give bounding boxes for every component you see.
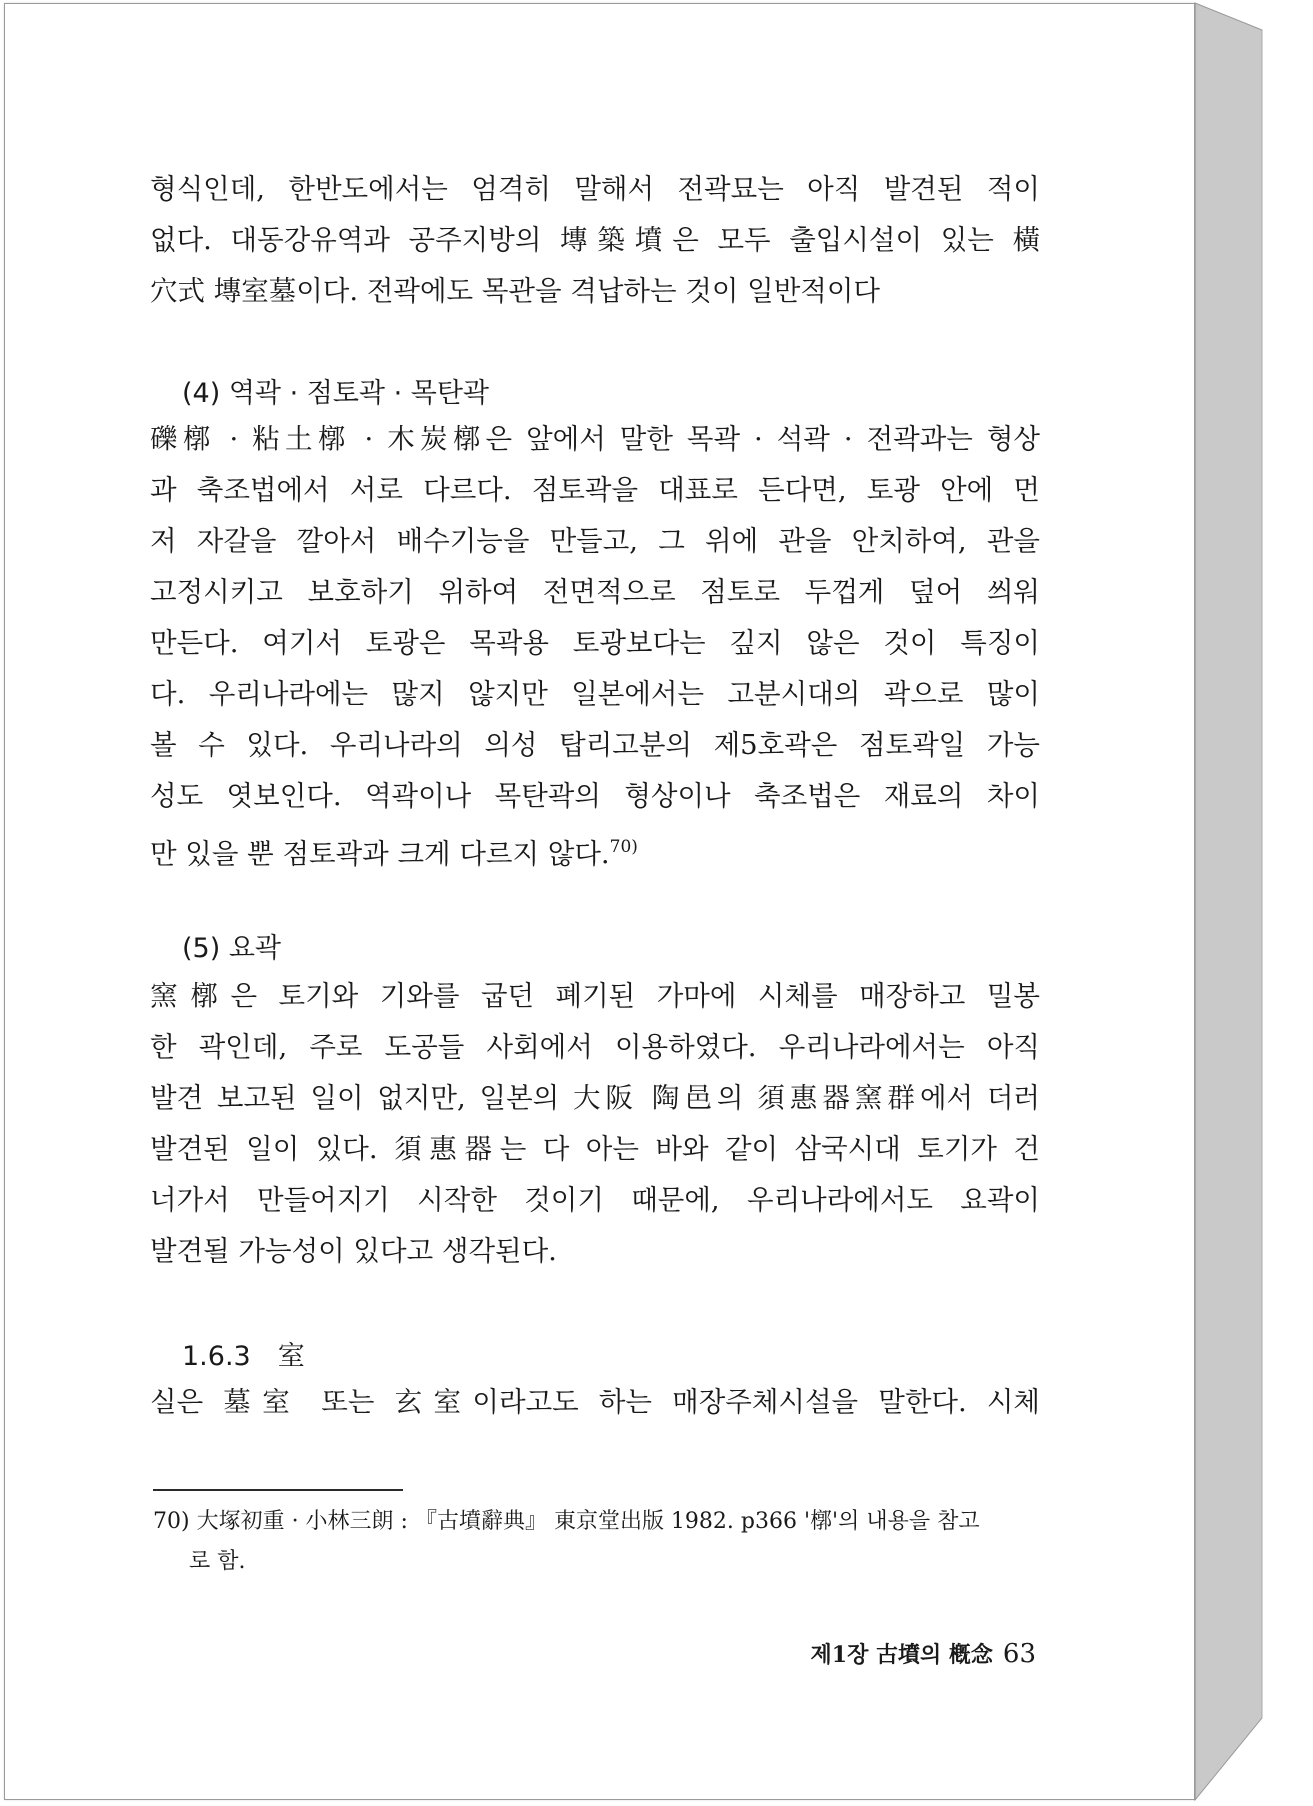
running-footer	[700, 1638, 1036, 1669]
text-line: 성도 엿보인다. 역곽이나 목탄곽의 형상이나 축조법은 재료의 차이	[150, 780, 1040, 812]
text-line-content: 만 있을 뿐 점토곽과 크게 다르지 않다.	[150, 838, 610, 870]
section-heading-1-6-3: 1.6.3 室	[182, 1341, 305, 1372]
subsection-heading-5: (5) 요곽	[182, 933, 281, 964]
footnote-line: 70) 大塚初重 · 小林三朗 : 『古墳辭典』 東京堂出版 1982. p366 '槨'의 내용을 참고	[153, 1509, 980, 1534]
footnote-line: 로 함.	[189, 1549, 246, 1574]
text-line: 발견 보고된 일이 없지만, 일본의 大阪 陶邑의 須惠器窯群에서 더러	[150, 1082, 1040, 1114]
text-line: 실은 墓室 또는 玄室이라고도 하는 매장주체시설을 말한다. 시체	[150, 1386, 1040, 1418]
text-line: 발견될 가능성이 있다고 생각된다.	[150, 1235, 557, 1267]
text-line: 窯槨은 토기와 기와를 굽던 폐기된 가마에 시체를 매장하고 밀봉	[150, 980, 1040, 1012]
text-line: 고정시키고 보호하기 위하여 전면적으로 점토로 두껍게 덮어 씌워	[150, 576, 1040, 608]
body-paragraph-1	[150, 164, 1040, 317]
paragraph	[150, 414, 1040, 880]
body-paragraph-2	[150, 414, 1040, 880]
body-paragraph-3	[150, 971, 1040, 1277]
text-line: 너가서 만들어지기 시작한 것이기 때문에, 우리나라에서도 요곽이	[150, 1184, 1040, 1216]
paragraph	[150, 1377, 1040, 1428]
subsection-heading-4: (4) 역곽 · 점토곽 · 목탄곽	[182, 378, 489, 409]
paragraph	[150, 971, 1040, 1277]
text-line	[150, 822, 1040, 880]
page-number: 63	[1002, 1639, 1036, 1669]
text-line: 穴式 塼室墓이다. 전곽에도 목관을 격납하는 것이 일반적이다	[150, 275, 880, 307]
text-line: 발견된 일이 있다. 須惠器는 다 아는 바와 같이 삼국시대 토기가 건	[150, 1133, 1040, 1165]
text-line: 礫槨 · 粘土槨 · 木炭槨은 앞에서 말한 목곽 · 석곽 · 전곽과는 형상	[150, 423, 1040, 455]
text-line: 다. 우리나라에는 많지 않지만 일본에서는 고분시대의 곽으로 많이	[150, 678, 1040, 710]
body-paragraph-4	[150, 1377, 1040, 1428]
chapter-title: 제1장 古墳의 槪念	[810, 1642, 993, 1668]
footnote-reference[interactable]: 70)	[609, 837, 638, 857]
text-line: 만든다. 여기서 토광은 목곽용 토광보다는 깊지 않은 것이 특징이	[150, 627, 1040, 659]
text-line: 볼 수 있다. 우리나라의 의성 탑리고분의 제5호곽은 점토곽일 가능	[150, 729, 1040, 761]
text-line: 형식인데, 한반도에서는 엄격히 말해서 전곽묘는 아직 발견된 적이	[150, 173, 1040, 205]
text-line: 한 곽인데, 주로 도공들 사회에서 이용하였다. 우리나라에서는 아직	[150, 1031, 1040, 1063]
footnote-70	[153, 1502, 1035, 1582]
text-line: 없다. 대동강유역과 공주지방의 塼築墳은 모두 출입시설이 있는 橫	[150, 224, 1040, 256]
text-line: 저 자갈을 깔아서 배수기능을 만들고, 그 위에 관을 안치하여, 관을	[150, 525, 1040, 557]
text-line: 과 축조법에서 서로 다르다. 점토곽을 대표로 든다면, 토광 안에 먼	[150, 474, 1040, 506]
paragraph	[150, 164, 1040, 317]
footnote-divider	[153, 1489, 403, 1491]
